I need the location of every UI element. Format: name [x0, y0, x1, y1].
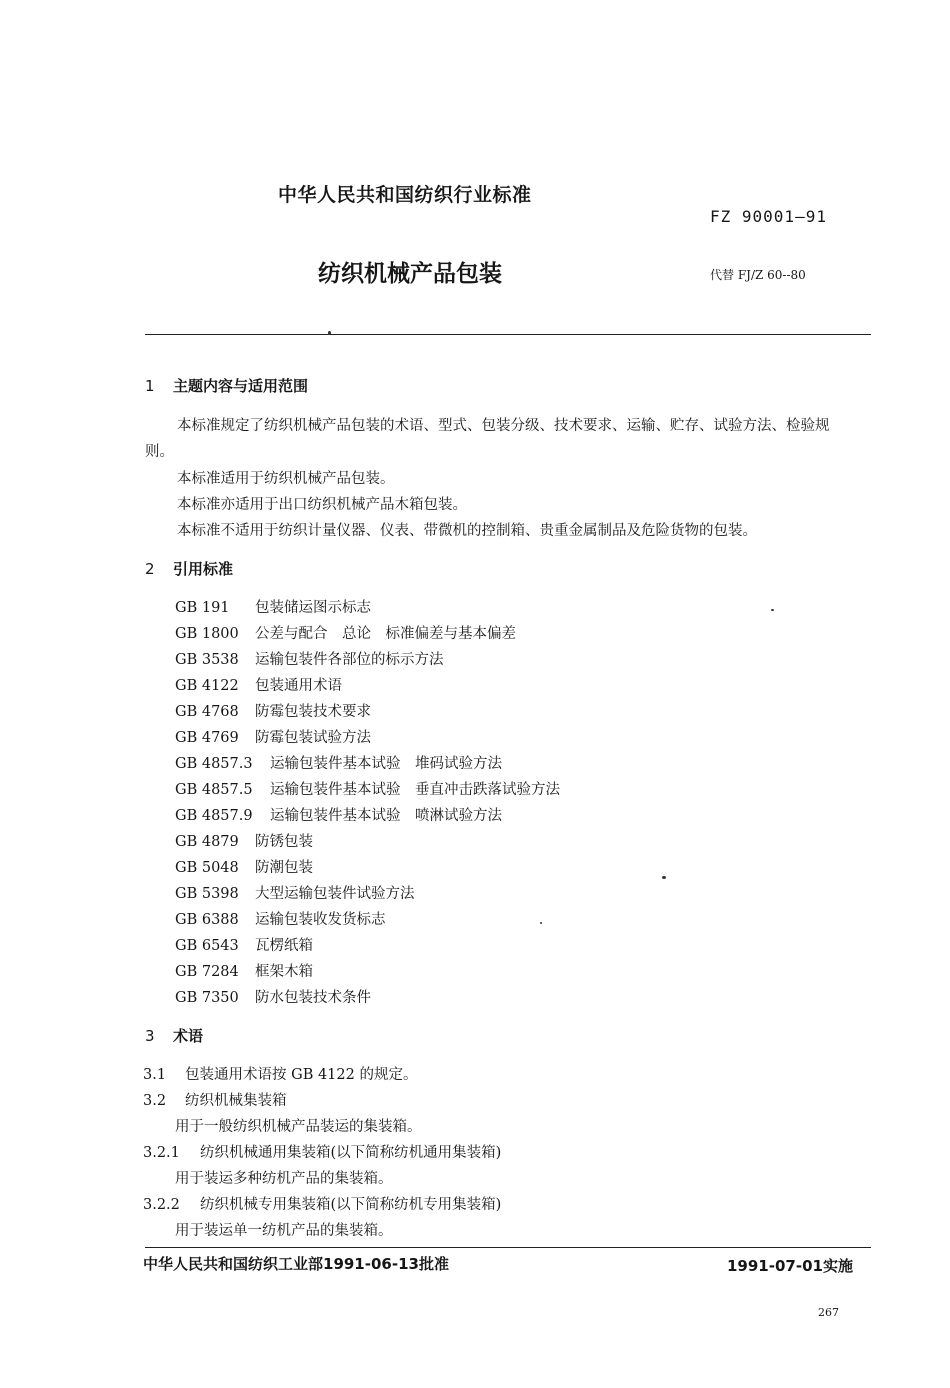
reference-title: 运输包装件基本试验 喷淋试验方法 — [270, 808, 502, 824]
reference-code: GB 3538 — [175, 652, 239, 668]
reference-item — [175, 908, 386, 929]
reference-title: 防水包装技术条件 — [255, 990, 371, 1006]
reference-title: 框架木箱 — [255, 964, 313, 980]
section-1-heading — [145, 375, 308, 396]
term-definition: 用于装运单一纺机产品的集装箱。 — [175, 1223, 393, 1239]
reference-item — [175, 830, 313, 851]
clause-number: 3.2 — [143, 1093, 167, 1109]
reference-item — [175, 986, 371, 1007]
clause-text: 纺织机械通用集装箱(以下简称纺机通用集装箱) — [200, 1145, 502, 1161]
reference-code: GB 4857.5 — [175, 782, 253, 798]
term-definition: 用于一般纺织机械产品装运的集装箱。 — [175, 1119, 422, 1135]
term-definition: 用于装运多种纺机产品的集装箱。 — [175, 1171, 393, 1187]
section-number: 1 — [145, 377, 155, 395]
clause-text: 包装通用术语按 GB 4122 的规定。 — [185, 1067, 418, 1083]
reference-code: GB 6543 — [175, 938, 239, 954]
replaces-standard: 代替 FJ/Z 60--80 — [710, 268, 806, 282]
paragraph: 本标准适用于纺织机械产品包装。 — [177, 471, 395, 487]
reference-title: 包装通用术语 — [255, 678, 342, 694]
paragraph: 本标准规定了纺织机械产品包装的术语、型式、包装分级、技术要求、运输、贮存、试验方法、检验规 — [177, 418, 830, 434]
clause-number: 3.1 — [143, 1067, 167, 1083]
reference-code: GB 4857.9 — [175, 808, 253, 824]
reference-item — [175, 882, 415, 903]
standard-code: FZ 90001—91 — [710, 207, 827, 226]
reference-item — [175, 648, 444, 669]
scan-speck — [771, 609, 774, 611]
term-3-2 — [143, 1089, 287, 1110]
clause-text: 纺织机械专用集装箱(以下简称纺机专用集装箱) — [200, 1197, 502, 1213]
document-title: 纺织机械产品包装 — [318, 261, 502, 287]
reference-code: GB 5048 — [175, 860, 239, 876]
paragraph: 本标准不适用于纺织计量仪器、仪表、带微机的控制箱、贵重金属制品及危险货物的包装。 — [177, 523, 757, 539]
reference-code: GB 4857.3 — [175, 756, 253, 772]
section-number: 3 — [145, 1027, 155, 1045]
reference-item — [175, 778, 560, 799]
reference-title: 瓦楞纸箱 — [255, 938, 313, 954]
reference-title: 防霉包装试验方法 — [255, 730, 371, 746]
section-3-heading — [145, 1025, 203, 1046]
scan-speck — [328, 331, 331, 335]
reference-item — [175, 856, 313, 877]
reference-code: GB 7350 — [175, 990, 239, 1006]
section-2-heading — [145, 558, 233, 579]
clause-text: 纺织机械集装箱 — [185, 1093, 287, 1109]
reference-title: 防霉包装技术要求 — [255, 704, 371, 720]
page-number: 267 — [818, 1306, 839, 1319]
footer-divider — [145, 1247, 871, 1248]
reference-code: GB 1800 — [175, 626, 239, 642]
reference-title: 运输包装件基本试验 垂直冲击跌落试验方法 — [270, 782, 560, 798]
reference-item — [175, 752, 502, 773]
section-title: 术语 — [173, 1027, 204, 1045]
reference-title: 运输包装件各部位的标示方法 — [255, 652, 444, 668]
reference-title: 防潮包装 — [255, 860, 313, 876]
reference-title: 公差与配合 总论 标准偏差与基本偏差 — [255, 626, 516, 642]
reference-item — [175, 622, 516, 643]
scan-speck — [662, 876, 666, 879]
reference-title: 防锈包装 — [255, 834, 313, 850]
reference-code: GB 4769 — [175, 730, 239, 746]
reference-item — [175, 960, 313, 981]
paragraph-continuation: 则。 — [145, 444, 174, 460]
effective-date: 1991-07-01实施 — [727, 1257, 853, 1275]
paragraph: 本标准亦适用于出口纺织机械产品木箱包装。 — [177, 497, 467, 513]
header-divider — [145, 334, 871, 335]
reference-code: GB 4879 — [175, 834, 239, 850]
reference-code: GB 7284 — [175, 964, 239, 980]
reference-item — [175, 934, 313, 955]
section-number: 2 — [145, 560, 155, 578]
reference-item — [175, 596, 371, 617]
section-title: 主题内容与适用范围 — [173, 377, 309, 395]
reference-item — [175, 700, 371, 721]
reference-title: 运输包装收发货标志 — [255, 912, 386, 928]
reference-code: GB 5398 — [175, 886, 239, 902]
scan-speck — [540, 922, 542, 924]
issuing-organization: 中华人民共和国纺织行业标准 — [278, 184, 532, 206]
reference-code: GB 4122 — [175, 678, 239, 694]
clause-number: 3.2.2 — [143, 1197, 180, 1213]
reference-code: GB 191 — [175, 600, 230, 616]
reference-title: 大型运输包装件试验方法 — [255, 886, 415, 902]
term-3-2-1 — [143, 1141, 501, 1162]
approval-statement: 中华人民共和国纺织工业部1991-06-13批准 — [143, 1255, 449, 1273]
reference-item — [175, 726, 371, 747]
reference-item — [175, 804, 502, 825]
reference-code: GB 4768 — [175, 704, 239, 720]
section-title: 引用标准 — [173, 560, 234, 578]
reference-title: 运输包装件基本试验 堆码试验方法 — [270, 756, 502, 772]
reference-item — [175, 674, 342, 695]
term-3-2-2 — [143, 1193, 501, 1214]
reference-code: GB 6388 — [175, 912, 239, 928]
reference-title: 包装储运图示标志 — [255, 600, 371, 616]
clause-number: 3.2.1 — [143, 1145, 180, 1161]
term-3-1 — [143, 1063, 417, 1084]
